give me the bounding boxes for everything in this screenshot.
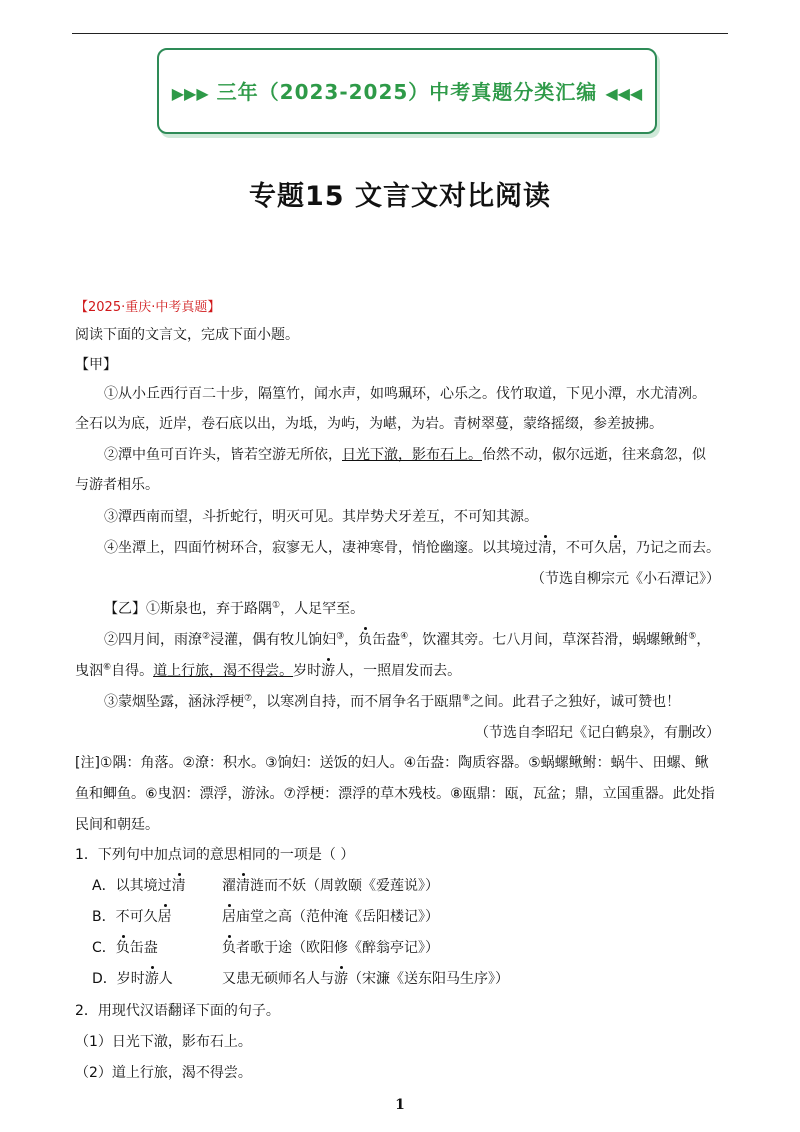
- text-span: 涟而不妖（周敦颐《爱莲说》）: [250, 878, 439, 894]
- dotted-word: 负: [115, 940, 130, 956]
- jia-p2-line2: 与游者相乐。: [75, 477, 159, 493]
- yi-source: （节选自李昭玘《记白鹤泉》，有删改）: [475, 725, 720, 741]
- jia-label: 【甲】: [75, 357, 117, 373]
- text-span: ④坐潭上，四面竹树环合，寂寥无人，凄神寒骨，悄怆幽邃。以其境过: [104, 540, 538, 556]
- dotted-word: 居: [157, 909, 172, 925]
- footnote-marker: ⑥: [103, 662, 112, 673]
- q1-option-c: [92, 937, 158, 957]
- footnote-marker: ④: [400, 631, 409, 642]
- jia-p1-line1: ①从小丘西行百二十步，隔篁竹，闻水声，如鸣珮环，心乐之。伐竹取道，下见小潭，水尤清冽。: [104, 386, 706, 402]
- notes-line3: 民间和朝廷。: [75, 817, 159, 833]
- right-arrows-icon: ◀◀◀: [605, 84, 643, 103]
- series-banner: [157, 48, 657, 134]
- q1-option-d-compare: [222, 968, 509, 988]
- jia-p2-line1: [104, 444, 706, 464]
- question-1-stem: 1．下列句中加点词的意思相同的一项是（ ）: [75, 847, 355, 863]
- text-span: ①斯泉也，弃于路隅: [146, 601, 272, 617]
- underlined-sentence: 道上行旅，渴不得尝。: [153, 663, 294, 679]
- notes-line1: [注]①隅：角落。②潦：积水。③饷妇：送饭的妇人。④缶盎：陶质容器。⑤蜗螺鳅鲋：蜗牛、田螺、鳅: [75, 755, 709, 771]
- underlined-sentence: 日光下澈，影布石上。: [342, 447, 482, 463]
- text-span: 者歌于途（欧阳修《醉翁亭记》）: [236, 940, 439, 956]
- question-2-stem: 2．用现代汉语翻译下面的句子。: [75, 1003, 280, 1019]
- footnote-marker: ①: [272, 600, 281, 611]
- text-span: （宋濂《送东阳马生序》）: [348, 971, 509, 987]
- q1-option-a-compare: [222, 875, 439, 895]
- instruction: 阅读下面的文言文，完成下面小题。: [75, 327, 299, 343]
- yi-p3: [104, 691, 680, 711]
- footnote-marker: ②: [202, 631, 211, 642]
- text-span: 佁然不动，俶尔远逝，往来翕忽，似: [482, 447, 706, 463]
- q2-sentence-2: （2）道上行旅，渴不得尝。: [75, 1065, 252, 1081]
- text-span: ，饮濯其旁。七八月间，草深苔滑，蜗螺鳅鲋: [408, 632, 689, 648]
- footnote-marker: ③: [336, 631, 345, 642]
- dotted-word: 游: [321, 663, 336, 679]
- text-span: ，乃记之而去。: [622, 540, 720, 556]
- q1-option-b-compare: [222, 906, 439, 926]
- yi-p1: [104, 598, 364, 618]
- text-span: 庙堂之高（范仲淹《岳阳楼记》）: [236, 909, 439, 925]
- footnote-marker: ⑤: [688, 631, 697, 642]
- q1-option-c-compare: [222, 937, 439, 957]
- yi-p2-line2: [75, 660, 461, 680]
- dotted-word: 游: [334, 971, 348, 987]
- banner-title: [159, 76, 655, 105]
- text-span: 缶盎: [372, 632, 401, 648]
- text-span: D．岁时: [92, 971, 145, 987]
- jia-p3: ③潭西南而望，斗折蛇行，明灭可见。其岸势犬牙差互，不可知其源。: [104, 509, 538, 525]
- footnote-marker: ⑦: [244, 693, 253, 704]
- text-span: ，: [344, 632, 359, 648]
- dotted-word: 清: [236, 878, 250, 894]
- text-span: A．以其境过: [92, 878, 172, 894]
- q1-option-b: [92, 906, 172, 926]
- text-span: 浸灌，偶有牧儿饷妇: [210, 632, 337, 648]
- text-span: 人: [158, 971, 173, 987]
- jia-source: （节选自柳宗元《小石潭记》）: [531, 571, 720, 587]
- yi-p2-line1: [104, 629, 710, 649]
- text-span: ，不可久: [552, 540, 608, 556]
- text-span: ，以寒冽自持，而不屑争名于瓯鼎: [252, 694, 463, 710]
- text-span: 曳泅: [75, 663, 103, 679]
- text-span: 濯: [222, 878, 236, 894]
- jia-p1-line2: 全石以为底，近岸，卷石底以出，为坻，为屿，为嵁，为岩。青树翠蔓，蒙络摇缀，参差披拂。: [75, 416, 663, 432]
- text-span: 自得。: [111, 663, 154, 679]
- text-span: C．: [92, 940, 116, 956]
- text-span: 人，一照眉发而去。: [335, 663, 462, 679]
- text-span: ③蒙烟坠露，涵泳浮梗: [104, 694, 244, 710]
- dotted-word: 居: [608, 540, 622, 556]
- text-span: B．不可久: [92, 909, 158, 925]
- text-span: 岁时: [293, 663, 322, 679]
- text-span: 又患无硕师名人与: [222, 971, 334, 987]
- text-span: ②四月间，雨潦: [104, 632, 202, 648]
- notes-line2: 鱼和鲫鱼。⑥曳泅：漂浮，游泳。⑦浮梗：漂浮的草木残枝。⑧瓯鼎：瓯，瓦盆；鼎，立国重器。此处指: [75, 786, 715, 802]
- dotted-word: 居: [222, 909, 236, 925]
- text-span: ②潭中鱼可百许头，皆若空游无所依，: [104, 447, 342, 463]
- q1-option-d: [92, 968, 173, 988]
- yi-label: 【乙】: [104, 601, 146, 617]
- source-tag: 【2025·重庆·中考真题】: [75, 300, 221, 315]
- q2-sentence-1: （1）日光下澈，影布石上。: [75, 1034, 252, 1050]
- dotted-word: 负: [358, 632, 373, 648]
- text-span: ，人足罕至。: [280, 601, 365, 617]
- dotted-word: 负: [222, 940, 236, 956]
- dotted-word: 清: [538, 540, 552, 556]
- page-title: 专题15 文言文对比阅读: [249, 181, 551, 212]
- dotted-word: 游: [144, 971, 159, 987]
- banner-text: 三年（2023-2025）中考真题分类汇编: [216, 80, 598, 104]
- footnote-marker: ⑧: [462, 693, 471, 704]
- header-rule: [72, 33, 728, 34]
- left-arrows-icon: ▶▶▶: [171, 84, 209, 103]
- jia-p4: [104, 537, 720, 557]
- text-span: ，: [696, 632, 711, 648]
- page-number: 1: [395, 1097, 405, 1113]
- text-span: 之间。此君子之独好，诚可赞也！: [470, 694, 681, 710]
- text-span: 缶盎: [129, 940, 158, 956]
- dotted-word: 清: [171, 878, 186, 894]
- q1-option-a: [92, 875, 186, 895]
